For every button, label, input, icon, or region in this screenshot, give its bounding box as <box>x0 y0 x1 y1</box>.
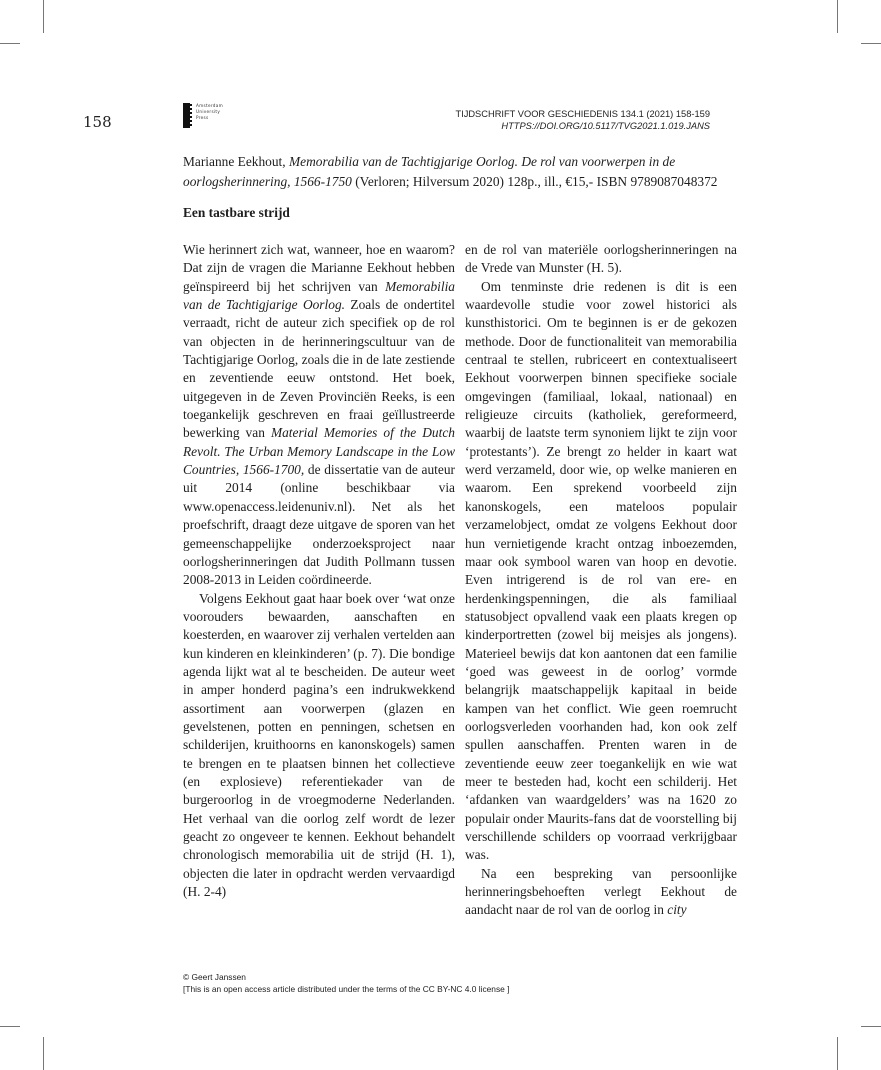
crop-mark-top-right-horizontal <box>861 43 881 44</box>
review-title: Een tastbare strijd <box>183 205 290 220</box>
text-run: Wie herinnert zich wat, wanneer, hoe en waarom? Dat zijn de vragen die Marianne Eekhout hebben geïnspireerd bij het schrijven van <box>183 242 455 294</box>
citation-details: (Verloren; Hilversum 2020) 128p., ill., €15,- ISBN 9789087048372 <box>351 174 718 189</box>
crop-mark-bottom-left-horizontal <box>0 1026 20 1027</box>
paragraph: en de rol van materiële oorlogsherinneringen na de Vrede van Munster (H. 5). <box>465 242 737 276</box>
journal-title: TIJDSCHRIFT VOOR GESCHIEDENIS 134.1 (2021) 158-159 <box>455 109 710 119</box>
logo-line-3: Press <box>196 115 209 120</box>
text-run: Na een bespreking van persoonlijke herinneringsbehoeften verlegt Eekhout de aandacht naar de rol van de oorlog in <box>465 865 737 918</box>
publisher-logo-text <box>196 103 223 121</box>
license-notice: [This is an open access article distributed under the terms of the CC BY-NC 4.0 license ] <box>183 983 510 994</box>
book-citation <box>183 152 743 192</box>
citation-author: Marianne Eekhout, <box>183 154 289 169</box>
page-number: 158 <box>83 113 112 131</box>
doi-link[interactable]: HTTPS://DOI.ORG/10.5117/TVG2021.1.019.JANS <box>501 121 710 131</box>
publisher-logo <box>183 103 223 128</box>
italic-term: city <box>667 902 687 918</box>
paragraph <box>183 241 455 590</box>
crop-mark-top-right-vertical <box>837 0 838 33</box>
left-column <box>183 241 455 901</box>
logo-line-1: Amsterdam <box>196 103 223 108</box>
journal-header <box>455 108 710 132</box>
paragraph: Volgens Eekhout gaat haar boek over ‘wat onze voorouders bewaarden, aanschaften en koesterden, en waarover zij verhalen vertelden aan kun kinderen en kleinkinderen’ (p. 7). Die bondige agenda lijkt wat al te bescheiden. De auteur weet in amper honderd pagina’s een indrukwekkend assortiment aan voorwerpen (glazen en gevelstenen, potten en penningen, schetsen en schilderijen, kruithoorns en kanonskogels) samen te brengen en te plaatsen binnen het collectieve (en explosieve) referentiekader van de burgeroorlog in de vroegmoderne Nederlanden. Het verhaal van die oorlog zelf wordt de lezer geacht zo ongeveer te kennen. Eekhout behandelt chronologisch memorabilia uit de strijd (H. 1), objecten die later in opdracht werden vervaardigd (H. 2-4) <box>183 590 455 900</box>
paragraph <box>465 865 737 920</box>
copyright-notice: © Geert Janssen <box>183 972 246 982</box>
paragraph: Om tenminste drie redenen is dit is een waardevolle studie voor zowel historici als kunsthistorici. Om te beginnen is er de gekozen methode. Door de functionaliteit van memorabilia centraal te stellen, rubriceert en contextualiseert Eekhout voorwerpen binnen specifieke sociale omgevingen (familiaal, lokaal, nationaal) en religieuze circuits (katholiek, gereformeerd, waarbij de laatste term synoniem lijkt te zijn voor ‘protestants’). Ze brengt zo helder in kaart wat werd verzameld, door wie, op welke manieren en waarom. Een sprekend voorbeeld zijn kanonskogels, een mateloos populair verzamelobject, omdat ze volgens Eekhout door hun vernietigende kracht ontzag inboezemden, maar ook symbool waren van hoop en devotie. Even intrigerend is de rol van ere- en herdenkingspenningen, die als familiaal statusobject opvallend vaak een plaats kregen op kinderportretten (zowel bij meisjes als jongens). Materieel bewijs dat kon aantonen dat een familie ‘goed was geweest in de oorlog’ vormde belangrijk maatschappelijk kapitaal in beide kampen van het conflict. Wie geen roemrucht oorlogsverleden voorhanden had, kon ook zelf spullen aanschaffen. Prenten waren in de zeventiende eeuw zeer toegankelijk en wie wat meer te besteden had, kocht een schilderij. Het ‘afdanken van waardgelders’ was na 1620 zo populair onder Maurits-fans dat de voorstelling bij verschillende schilders op voorraad verkrijgbaar was. <box>465 278 737 863</box>
italic-dissertation-title: Material Memories of the Dutch Revolt. The Urban Memory Landscape in the Low Countries, 1566-1700, <box>183 425 455 478</box>
italic-book-title: Memorabilia van de Tachtigjarige Oorlog. <box>183 278 455 313</box>
amsterdam-university-press-logo-icon <box>183 103 190 128</box>
crop-mark-bottom-right-horizontal <box>861 1026 881 1027</box>
crop-mark-bottom-left-vertical <box>43 1037 44 1070</box>
crop-mark-top-left-horizontal <box>0 43 20 44</box>
logo-line-2: University <box>196 109 221 114</box>
right-column <box>465 241 737 920</box>
footer <box>183 972 509 995</box>
text-run: de dissertatie van de auteur uit 2014 (online beschikbaar via www.openaccess.leidenuniv.nl). Net als het proefschrift, draagt deze uitgave de sporen van het gemeenschappelijke onderzoeksproject naar oorlogsherinneringen dat Judith Pollmann tussen 2008-2013 in Leiden coördineerde. <box>183 462 455 588</box>
citation-book-title: Memorabilia van de Tachtigjarige Oorlog. De rol van voorwerpen in de oorlogsherinnering, 1566-1750 <box>183 154 676 189</box>
crop-mark-top-left-vertical <box>43 0 44 33</box>
crop-mark-bottom-right-vertical <box>837 1037 838 1070</box>
text-run: Zoals de ondertitel verraadt, richt de auteur zich specifiek op de rol van objecten in de herinneringscultuur van de Tachtigjarige Oorlog, zoals die in de late zestiende en zeventiende eeuw ontstond. Het boek, uitgegeven in de Zeven Provinciën Reeks, is een toegankelijk geschreven en fraai geïllustreerde bewerking van <box>183 297 455 441</box>
